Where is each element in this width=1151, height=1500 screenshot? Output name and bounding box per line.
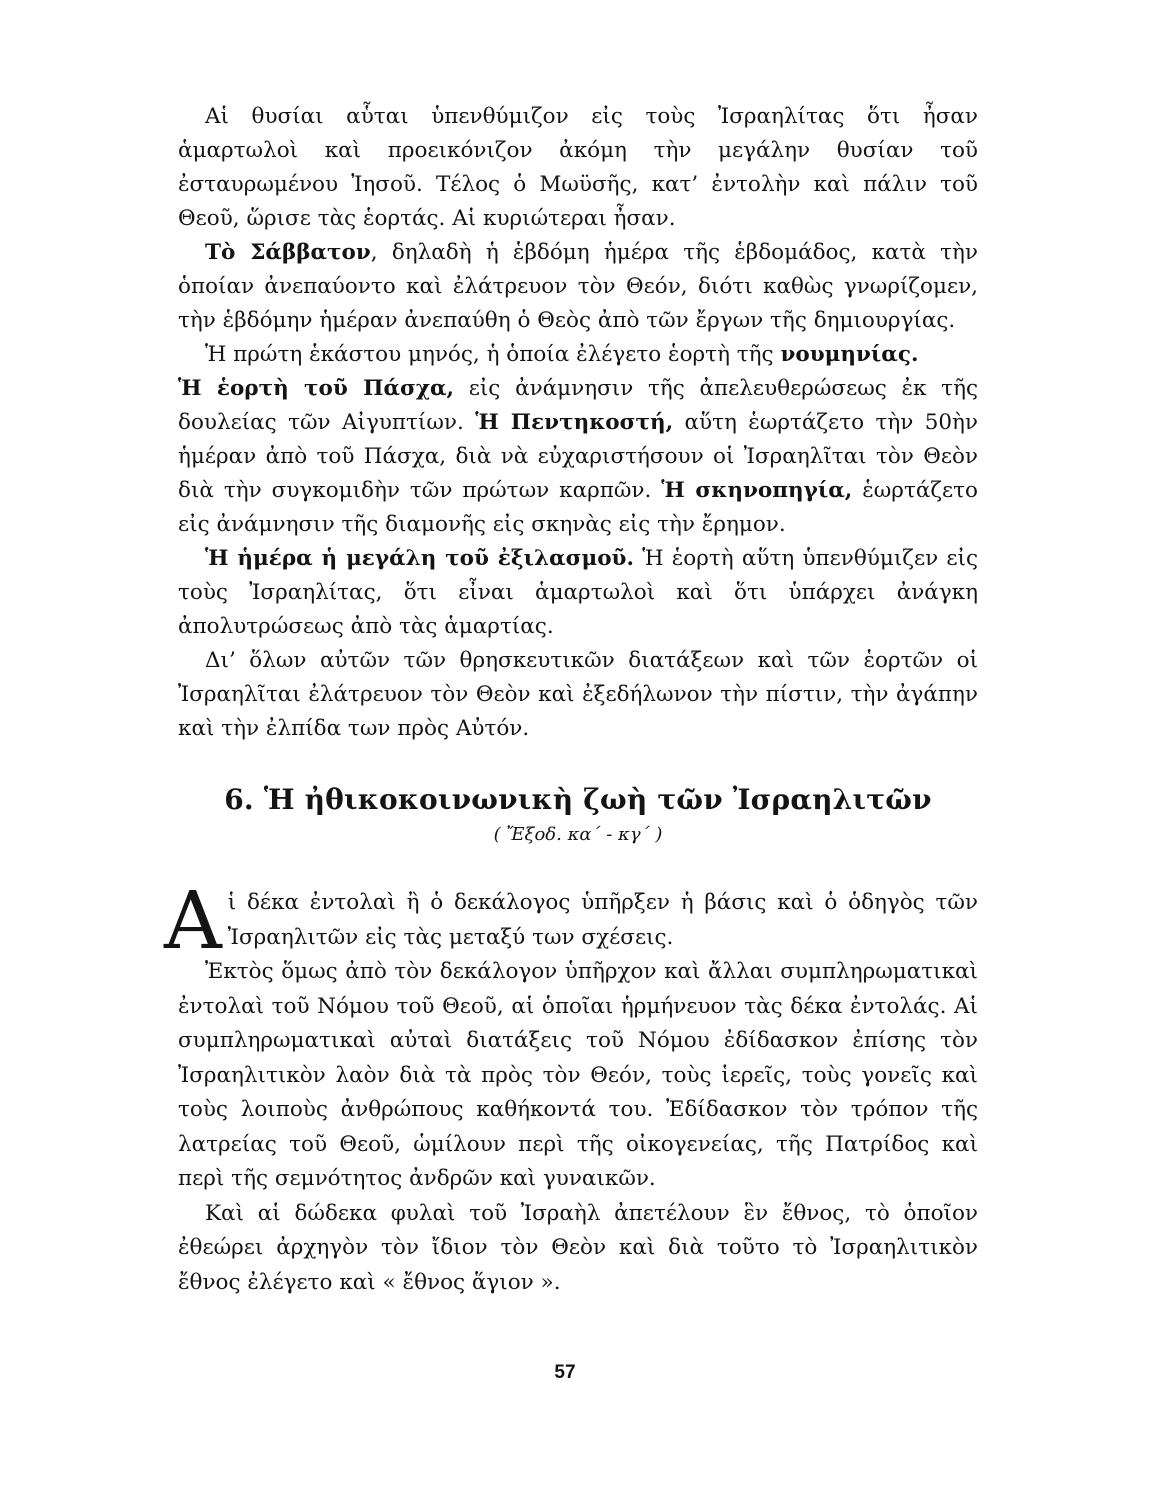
decalogue-text: ἱ δέκα ἐντολαὶ ἢ ὁ δεκάλογος ὑπῆρξεν ἡ βάσις καὶ ὁ ὁδηγὸς τῶν Ἰσραηλιτῶν εἰς τὰς μεταξύ των σχέσεις. xyxy=(227,890,978,950)
tabernacles-text: ἑωρτάζετο εἰς ἀνάμνησιν τῆς διαμονῆς εἰς σκηνὰς εἰς τὴν ἔρημον. xyxy=(178,478,978,537)
intro-paragraph xyxy=(178,100,978,236)
tribes-paragraph xyxy=(178,1197,978,1301)
drop-cap: Α xyxy=(164,874,222,967)
tribes-text: Καὶ αἱ δώδεκα φυλαὶ τοῦ Ἰσραὴλ ἀπετέλουν ἓν ἔθνος, τὸ ὁποῖον ἐθεώρει ἀρχηγὸν τὸν ἴδιον τὸν Θεὸν καὶ διὰ τοῦτο τὸ Ἰσραηλιτικὸν ἔθνος ἐλέγετο καὶ « ἔθνος ἅγιον ». xyxy=(178,1200,978,1295)
atonement-term: Ἡ ἡμέρα ἡ μεγάλη τοῦ ἐξιλασμοῦ. xyxy=(205,546,634,571)
atonement-paragraph xyxy=(178,542,978,644)
tabernacles-term: Ἡ σκηνοπηγία, xyxy=(661,478,853,503)
new-moon-paragraph xyxy=(178,338,978,372)
ethics-section xyxy=(164,874,978,1300)
page-number: 57 xyxy=(554,1362,576,1383)
pentecost-text: αὕτη ἑωρτάζετο τὴν 50ὴν ἡμέραν ἀπὸ τοῦ Πάσχα, διὰ νὰ εὐχαριστήσουν οἱ Ἰσραηλῖται τὸν Θεὸν διὰ τὴν συγκομιδὴν τῶν πρώτων καρπῶν. xyxy=(178,410,979,503)
section-heading: 6. Ἡ ἠθικοκοινωνικὴ ζωὴ τῶν Ἰσραηλιτῶν xyxy=(224,783,932,816)
sabbath-text: , δηλαδὴ ἡ ἑβδόμη ἡμέρα τῆς ἑβδομάδος, κατὰ τὴν ὁποίαν ἀνεπαύοντο καὶ ἐλάτρευον τὸν Θεόν, διότι καθὼς γνωρίζομεν, τὴν ἑβδόμην ἡμέραν ἀνεπαύθη ὁ Θεὸς ἀπὸ τῶν ἔργων τῆς δημιουργίας. xyxy=(178,240,978,333)
atonement-text: Ἡ ἑορτὴ αὕτη ὑπενθύμιζεν εἰς τοὺς Ἰσραηλίτας, ὅτι εἶναι ἁμαρτωλοὶ καὶ ὅτι ὑπάρχει ἀνάγκη ἀπολυτρώσεως ἀπὸ τὰς ἁμαρτίας. xyxy=(178,546,978,639)
decalogue-paragraph xyxy=(164,874,978,967)
sabbath-paragraph xyxy=(178,236,978,338)
pascha-paragraph xyxy=(178,372,978,542)
sabbath-term: Τὸ Σάββατον xyxy=(205,240,371,265)
intro-text: Αἱ θυσίαι αὗται ὑπενθύμιζον εἰς τοὺς Ἰσραηλίτας ὅτι ἦσαν ἁμαρτωλοὶ καὶ προεικόνιζον ἀκόμη τὴν μεγάλην θυσίαν τοῦ ἐσταυρωμένου Ἰησοῦ. Τέλος ὁ Μωϋσῆς, κατ’ ἐντολὴν καὶ πάλιν τοῦ Θεοῦ, ὥρισε τὰς ἑορτάς. Αἱ κυριώτεραι ἦσαν. xyxy=(178,104,978,231)
pascha-term: Ἡ ἑορτὴ τοῦ Πάσχα, xyxy=(178,376,455,401)
scripture-reference: ( Ἔξοδ. κα΄ - κγ΄ ) xyxy=(493,824,663,845)
new-moon-term: νουμηνίας. xyxy=(780,342,919,367)
pentecost-term: Ἡ Πεντηκοστή, xyxy=(475,410,674,435)
page-body xyxy=(164,100,979,1300)
feasts-section xyxy=(178,100,978,746)
supplementary-laws-text: Ἐκτὸς ὅμως ἀπὸ τὸν δεκάλογον ὑπῆρχον καὶ ἄλλαι συμπληρωματικαὶ ἐντολαὶ τοῦ Νόμου τοῦ Θεοῦ, αἱ ὁποῖαι ἡρμήνευον τὰς δέκα ἐντολάς. Αἱ συμπληρωματικαὶ αὐταὶ διατάξεις τοῦ Νόμου ἐδίδασκον ἐπίσης τὸν Ἰσραηλιτικὸν λαὸν διὰ τὰ πρὸς τὸν Θεόν, τοὺς ἱερεῖς, τοὺς γονεῖς καὶ τοὺς λοιποὺς ἀνθρώπους καθήκοντά του. Ἐδίδασκον τὸν τρόπον τῆς λατρείας τοῦ Θεοῦ, ὡμίλουν περὶ τῆς οἰκογενείας, τῆς Πατρίδος καὶ περὶ τῆς σεμνότητος ἀνδρῶν καὶ γυναικῶν. xyxy=(178,959,978,1191)
pascha-text: εἰς ἀνάμνησιν τῆς ἀπελευθερώσεως ἐκ τῆς δουλείας τῶν Αἰγυπτίων. xyxy=(178,376,978,435)
closing-paragraph xyxy=(178,644,978,746)
new-moon-text: Ἡ πρώτη ἑκάστου μηνός, ἡ ὁποία ἐλέγετο ἑορτὴ τῆς xyxy=(205,342,781,367)
closing-text: Δι’ ὅλων αὐτῶν τῶν θρησκευτικῶν διατάξεων καὶ τῶν ἑορτῶν οἱ Ἰσραηλῖται ἐλάτρευον τὸν Θεὸν καὶ ἐξεδήλωνον τὴν πίστιν, τὴν ἀγάπην καὶ τὴν ἐλπίδα των πρὸς Αὐτόν. xyxy=(178,648,978,741)
supplementary-laws-paragraph xyxy=(178,955,978,1197)
